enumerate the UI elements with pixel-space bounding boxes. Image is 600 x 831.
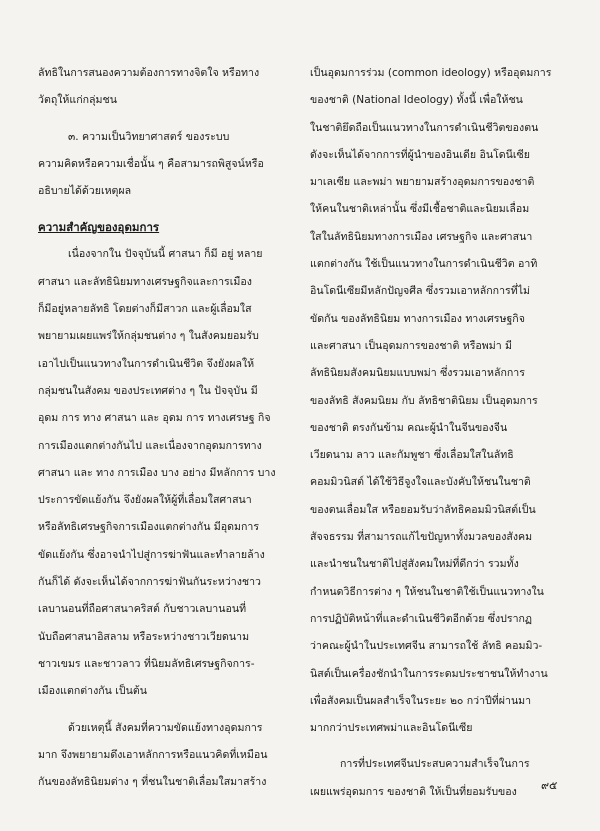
paragraph-line: กำหนดวิธีการต่าง ๆ ให้ชนในชาติใช้เป็นแนวทางใน	[310, 585, 544, 598]
paragraph-line: ขัดกัน ของลัทธินิยม ทางการเมือง ทางเศรษฐกิจ	[310, 312, 525, 325]
paragraph-line: กันของลัทธินิยมต่าง ๆ ที่ชนในชาติเลื่อมใสมาสร้าง	[38, 776, 267, 789]
paragraph-line: ความคิดหรือความเชื่อนั้น ๆ คือสามารถพิสูจน์หรือ	[38, 157, 264, 170]
paragraph-line: ศาสนา และลัทธินิยมทางเศรษฐกิจและการเมือง	[38, 275, 252, 288]
paragraph-line: ๓. ความเป็นวิทยาศาสตร์ ของระบบ	[68, 130, 230, 143]
paragraph-line: มากกว่าประเทศพม่าและอินโดนีเซีย	[310, 722, 473, 735]
paragraph-line: ของชาติ (National Ideology) ทั้งนี้ เพื่อให้ชน	[310, 94, 523, 107]
left-column	[38, 60, 300, 796]
paragraph-line: หรือลัทธิเศรษฐกิจการเมืองแตกต่างกัน มีอุดมการ	[38, 521, 260, 534]
paragraph-line: ของลัทธิ สังคมนิยม กับ ลัทธิชาตินิยม เป็นอุดมการ	[310, 394, 538, 407]
paragraph-line: ในชาติยึดถือเป็นแนวทางในการดำเนินชีวิตของตน	[310, 121, 539, 134]
paragraph-line: เผยแพร่อุดมการ ของชาติ ให้เป็นที่ยอมรับของ	[310, 785, 517, 798]
paragraph-line: เพื่อสังคมเป็นผลสำเร็จในระยะ ๒๐ กว่าปีที่ผ่านมา	[310, 694, 532, 707]
paragraph-line: ของตนเลื่อมใส หรือยอมรับว่าลัทธิคอมมิวนิสต์เป็น	[310, 503, 536, 516]
paragraph-line: เลบานอนที่ถือศาสนาคริสต์ กับชาวเลบานอนที่	[38, 603, 247, 616]
paragraph-line: ชาวเขมร และชาวลาว ที่นิยมลัทธิเศรษฐกิจการ-	[38, 657, 255, 670]
paragraph-gap	[38, 205, 300, 214]
paragraph-line: เวียดนาม ลาว และกัมพูชา ซึ่งเลื่อมใสในลัทธิ	[310, 449, 514, 462]
paragraph-line: ลัทธินิยมสังคมนิยมแบบพม่า ซึ่งรวมเอาหลักการ	[310, 367, 525, 380]
paragraph-line: นิสต์เป็นเครื่องชักนำในการระดมประชาชนให้ทำงาน	[310, 667, 548, 680]
paragraph-line: มาเลเซีย และพม่า พยายามสร้างอุดมการของชาติ	[310, 176, 535, 189]
paragraph-line: วัตถุให้แก่กลุ่มชน	[38, 94, 117, 107]
paragraph-line: อธิบายได้ด้วยเหตุผล	[38, 185, 132, 198]
paragraph-line: แตกต่างกัน ใช้เป็นแนวทางในการดำเนินชีวิต อาทิ	[310, 258, 538, 271]
paragraph-line: การที่ประเทศจีนประสบความสำเร็จในการ	[340, 758, 530, 771]
paragraph-line: กันก็ได้ ดังจะเห็นได้จากการฆ่าฟันกันระหว่างชาว	[38, 576, 262, 589]
paragraph-gap	[38, 115, 300, 124]
paragraph-line: ว่าคณะผู้นำในประเทศจีน สามารถใช้ ลัทธิ คอมมิว-	[310, 640, 543, 653]
paragraph-line: ประการขัดแย้งกัน จึงยังผลให้ผู้ที่เลื่อมใสศาสนา	[38, 494, 252, 507]
paragraph-line: ลัทธิในการสนองความต้องการทางจิตใจ หรือทาง	[38, 67, 260, 79]
paragraph-line: เอาไปเป็นแนวทางในการดำเนินชีวิต จึงยังผลให้	[38, 357, 255, 370]
paragraph-line: เมืองแตกต่างกัน เป็นต้น	[38, 685, 147, 698]
paragraph-line: ขัดแย้งกัน ซึ่งอาจนำไปสู่การฆ่าฟันและทำลายล้าง	[38, 548, 265, 561]
paragraph-line: ศาสนา และ ทาง การเมือง บาง อย่าง มีหลักการ บาง	[38, 466, 276, 479]
paragraph-line: และนำชนในชาติไปสู่สังคมใหม่ที่ดีกว่า รวมทั้ง	[310, 558, 519, 571]
paragraph-line: การเมืองแตกต่างกันไป และเนื่องจากอุดมการทาง	[38, 439, 262, 452]
page-number: ๙๕	[541, 779, 558, 792]
paragraph-line: ด้วยเหตุนี้ สังคมที่ความขัดแย้งทางอุดมการ	[68, 721, 263, 734]
paragraph-line: พยายามเผยแพร่ให้กลุ่มชนต่าง ๆ ในสังคมยอมรับ	[38, 330, 259, 343]
paragraph-line: ให้คนในชาติเหล่านั้น ซึ่งมีเชื้อชาติและนิยมเลื่อม	[310, 203, 530, 216]
paragraph-gap	[310, 742, 575, 751]
paragraph-line: เนื่องจากใน ปัจจุบันนี้ ศาสนา ก็มี อยู่ หลาย	[68, 248, 263, 261]
paragraph-line: และศาสนา เป็นอุดมการของชาติ หรือพม่า มี	[310, 339, 513, 352]
paragraph-line: ของชาติ ตรงกันข้าม คณะผู้นำในจีนของจีน	[310, 421, 508, 434]
section-heading: ความสำคัญของอุดมการ	[38, 220, 160, 235]
paragraph-line: คอมมิวนิสต์ ได้ใช้วิธีจูงใจและบังคับให้ชนในชาติ	[310, 476, 531, 489]
paragraph-line: ดังจะเห็นได้จากการที่ผู้นำของอินเดีย อินโดนีเซีย	[310, 148, 530, 161]
paragraph-line: นับถือศาสนาอิสลาม หรือระหว่างชาวเวียดนาม	[38, 630, 250, 643]
paragraph-line: กลุ่มชนในสังคม ของประเทศต่าง ๆ ใน ปัจจุบัน มี	[38, 384, 258, 397]
paragraph-line: ใสในลัทธินิยมทางการเมือง เศรษฐกิจ และศาสนา	[310, 230, 533, 243]
paragraph-line: ก็มีอยู่หลายลัทธิ โดยต่างก็มีสาวก และผู้เลื่อมใส	[38, 303, 252, 316]
paragraph-line: มาก จึงพยายามดึงเอาหลักการหรือแนวคิดที่เหมือน	[38, 748, 268, 761]
right-column	[310, 60, 575, 806]
paragraph-gap	[38, 706, 300, 715]
paragraph-line: เป็นอุดมการร่วม (common ideology) หรืออุดมการ	[310, 67, 552, 79]
paragraph-line: การปฏิบัติหน้าที่และดำเนินชีวิตอีกด้วย ซึ่งปรากฏ	[310, 612, 533, 625]
paragraph-line: อุดม การ ทาง ศาสนา และ อุดม การ ทางเศรษฐ กิจ	[38, 412, 271, 425]
paragraph-line: สัจจธรรม ที่สามารถแก้ไขปัญหาทั้งมวลของสังคม	[310, 531, 533, 544]
paragraph-line: อินโดนีเซียมีหลักปัญจศีล ซึ่งรวมเอาหลักการที่ไม่	[310, 285, 531, 298]
